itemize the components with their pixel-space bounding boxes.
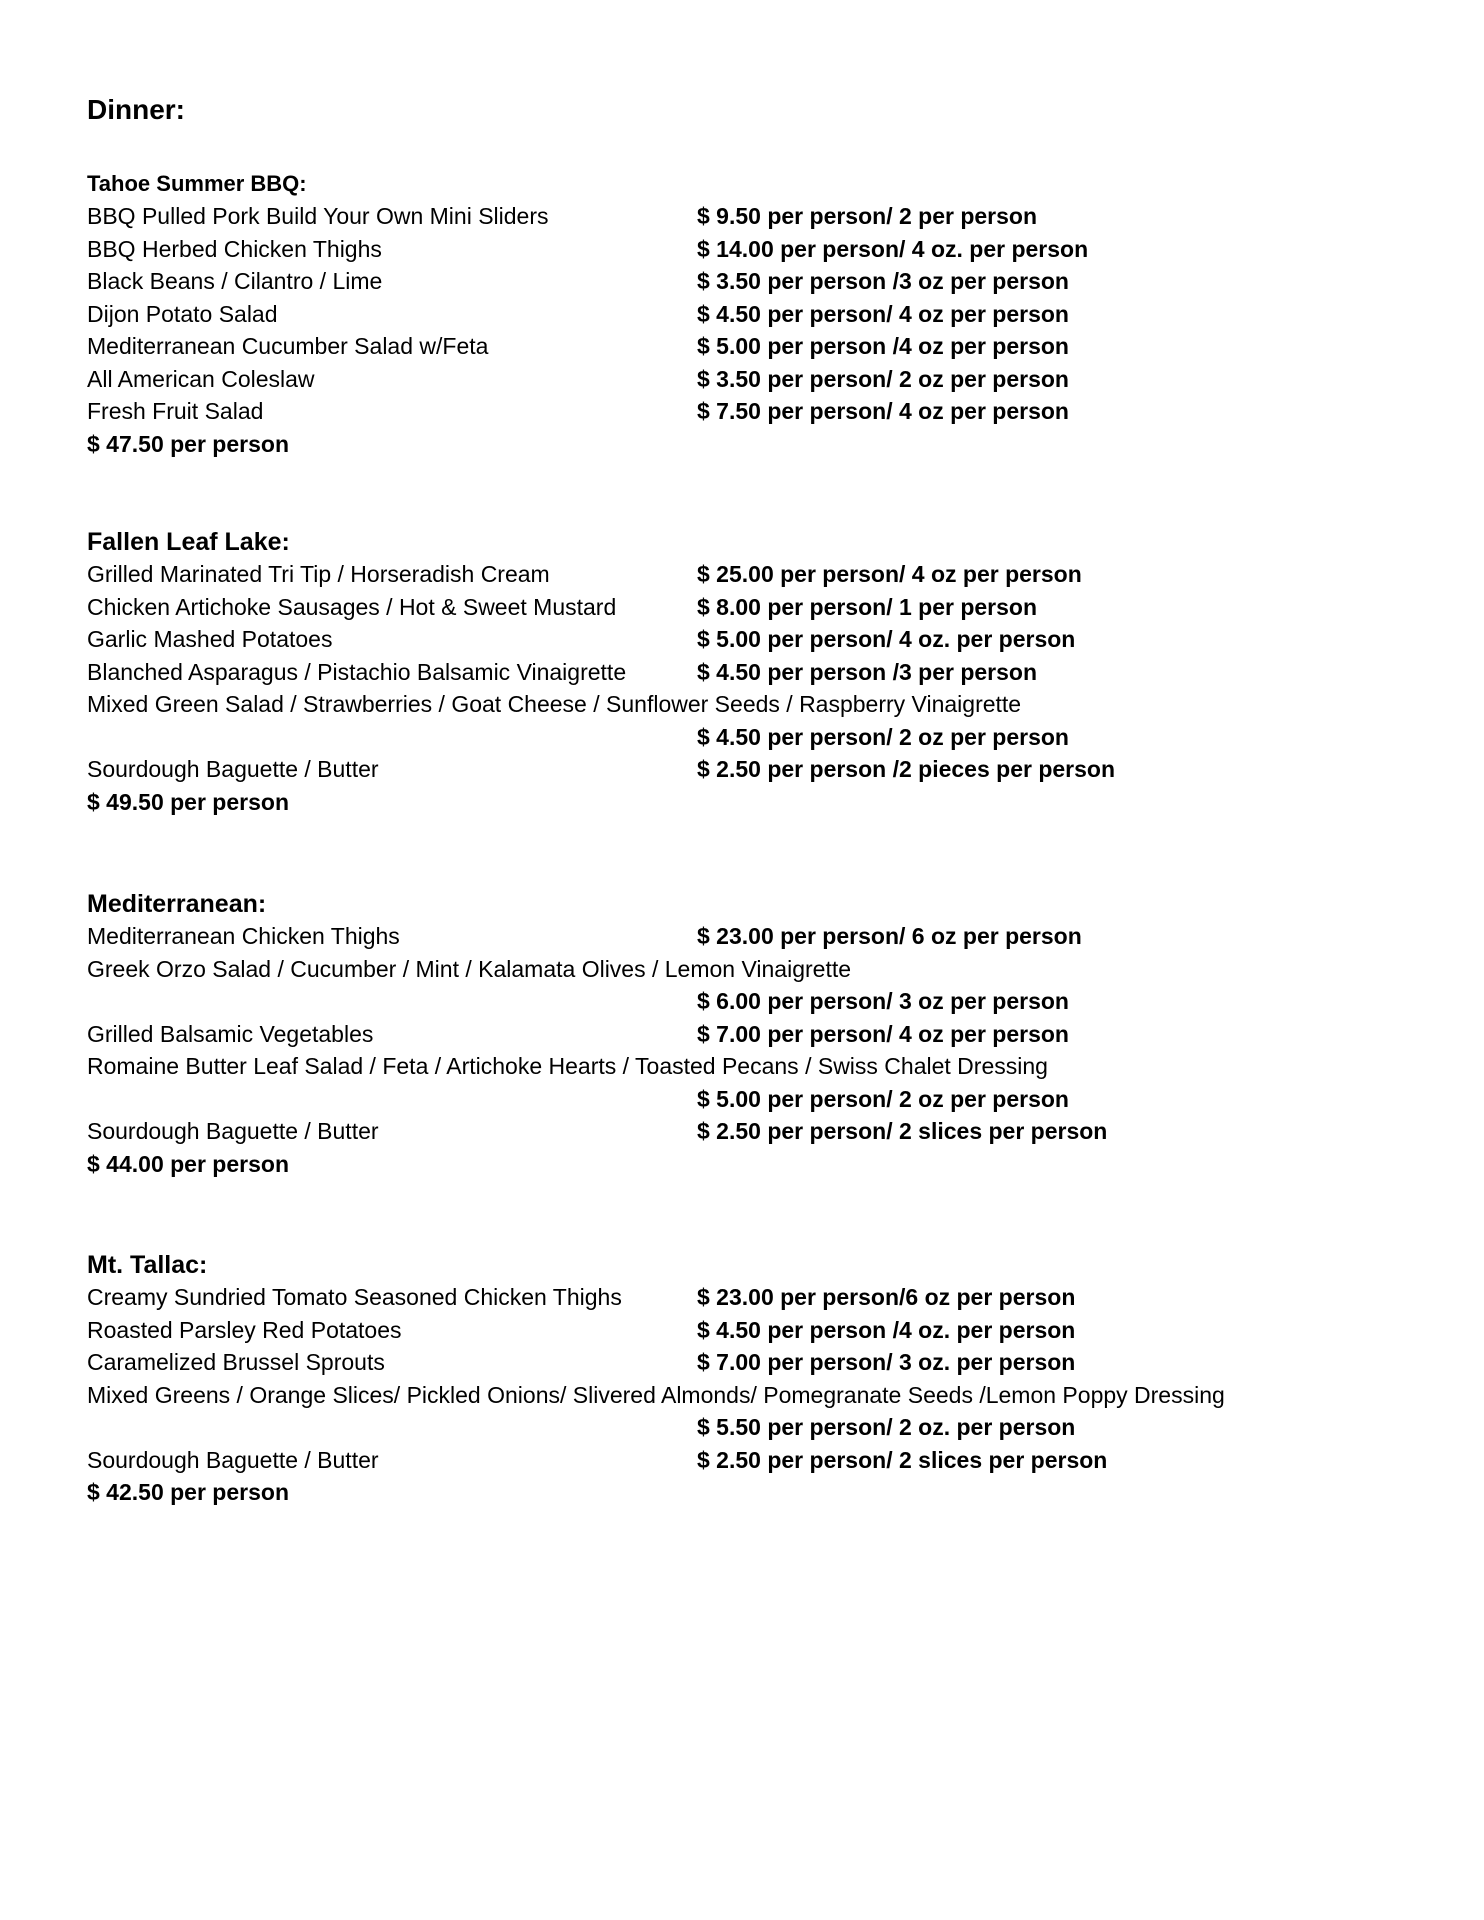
menu-item [87, 395, 1407, 428]
item-price: $ 9.50 per person/ 2 per person [697, 203, 1038, 229]
item-price: $ 5.00 per person/ 4 oz. per person [697, 626, 1076, 652]
item-name: Greek Orzo Salad / Cucumber / Mint / Kalamata Olives / Lemon Vinaigrette [87, 955, 852, 982]
menu-item [87, 1281, 1407, 1314]
item-name: Romaine Butter Leaf Salad / Feta / Artichoke Hearts / Toasted Pecans / Swiss Chalet Dressing [87, 1053, 1048, 1079]
menu-item [87, 1314, 1407, 1347]
item-name: All American Coleslaw [87, 365, 315, 392]
item-price: $ 6.00 per person/ 3 oz per person [697, 988, 1069, 1014]
item-name: Garlic Mashed Potatoes [87, 626, 333, 652]
menu-item [87, 688, 1407, 753]
item-name: Dijon Potato Salad [87, 300, 278, 327]
section-title: Tahoe Summer BBQ: [87, 171, 307, 196]
item-name: Creamy Sundried Tomato Seasoned Chicken Thighs [87, 1284, 622, 1310]
menu-item [87, 298, 1407, 331]
item-price: $ 5.00 per person/ 2 oz per person [697, 1085, 1069, 1112]
menu-total: $ 47.50 per person [87, 430, 289, 457]
menu-item [87, 330, 1407, 363]
item-name: Sourdough Baguette / Butter [87, 1118, 379, 1144]
item-price: $ 5.00 per person /4 oz per person [697, 333, 1069, 359]
menu-item [87, 623, 1407, 656]
menu-section-tahoe-summer-bbq [87, 168, 1407, 460]
item-price: $ 4.50 per person /4 oz. per person [697, 1316, 1076, 1343]
menu-item [87, 1379, 1407, 1444]
section-title: Mt. Tallac: [87, 1251, 208, 1279]
item-name: Grilled Balsamic Vegetables [87, 1020, 374, 1047]
item-price: $ 8.00 per person/ 1 per person [697, 593, 1038, 620]
menu-item [87, 558, 1407, 591]
item-name: Fresh Fruit Salad [87, 398, 264, 424]
item-price: $ 7.00 per person/ 3 oz. per person [697, 1349, 1076, 1375]
menu-item [87, 233, 1407, 266]
menu-item [87, 656, 1407, 689]
item-name: Mediterranean Cucumber Salad w/Feta [87, 333, 489, 359]
item-price: $ 4.50 per person/ 2 oz per person [697, 723, 1069, 750]
item-price: $ 23.00 per person/ 6 oz per person [697, 923, 1082, 949]
menu-item [87, 1115, 1407, 1148]
menu-item [87, 953, 1407, 1018]
item-price: $ 2.50 per person/ 2 slices per person [697, 1446, 1108, 1473]
page-title: Dinner: [87, 94, 185, 125]
item-name: Sourdough Baguette / Butter [87, 756, 379, 782]
item-name: Black Beans / Cilantro / Lime [87, 268, 383, 294]
menu-section-fallen-leaf-lake [87, 526, 1407, 818]
menu-item [87, 920, 1407, 953]
item-name: Blanched Asparagus / Pistachio Balsamic Vinaigrette [87, 658, 627, 685]
item-price: $ 2.50 per person/ 2 slices per person [697, 1118, 1108, 1144]
item-price: $ 4.50 per person/ 4 oz per person [697, 300, 1069, 327]
item-price: $ 3.50 per person /3 oz per person [697, 268, 1069, 294]
item-name: BBQ Pulled Pork Build Your Own Mini Sliders [87, 203, 549, 229]
section-title: Mediterranean: [87, 890, 267, 918]
menu-item [87, 753, 1407, 786]
item-price: $ 5.50 per person/ 2 oz. per person [697, 1414, 1076, 1440]
item-price: $ 2.50 per person /2 pieces per person [697, 756, 1116, 782]
menu-total: $ 44.00 per person [87, 1150, 289, 1177]
menu-item [87, 1018, 1407, 1051]
item-price: $ 4.50 per person /3 per person [697, 658, 1038, 685]
menu-item [87, 1444, 1407, 1477]
item-price: $ 7.00 per person/ 4 oz per person [697, 1020, 1069, 1047]
menu-item [87, 1346, 1407, 1379]
item-price: $ 7.50 per person/ 4 oz per person [697, 398, 1069, 424]
menu-item [87, 265, 1407, 298]
menu-total: $ 49.50 per person [87, 788, 289, 815]
item-name: Sourdough Baguette / Butter [87, 1446, 379, 1473]
menu-item [87, 363, 1407, 396]
item-name: Chicken Artichoke Sausages / Hot & Sweet Mustard [87, 593, 617, 620]
item-name: Mediterranean Chicken Thighs [87, 923, 400, 949]
section-title: Fallen Leaf Lake: [87, 528, 290, 556]
item-name: Mixed Greens / Orange Slices/ Pickled Onions/ Slivered Almonds/ Pomegranate Seeds /Lemon Poppy Dressing [87, 1381, 1225, 1408]
item-name: BBQ Herbed Chicken Thighs [87, 235, 382, 262]
menu-item [87, 1050, 1407, 1115]
menu-item [87, 200, 1407, 233]
item-name: Roasted Parsley Red Potatoes [87, 1316, 402, 1343]
item-name: Grilled Marinated Tri Tip / Horseradish Cream [87, 561, 550, 587]
item-name: Caramelized Brussel Sprouts [87, 1349, 385, 1375]
item-name: Mixed Green Salad / Strawberries / Goat Cheese / Sunflower Seeds / Raspberry Vinaigrette [87, 691, 1022, 717]
menu-item [87, 591, 1407, 624]
item-price: $ 14.00 per person/ 4 oz. per person [697, 235, 1089, 262]
menu-section-mt-tallac [87, 1249, 1407, 1509]
menu-total: $ 42.50 per person [87, 1479, 289, 1505]
item-price: $ 3.50 per person/ 2 oz per person [697, 365, 1069, 392]
item-price: $ 23.00 per person/6 oz per person [697, 1284, 1076, 1310]
menu-section-mediterranean [87, 888, 1407, 1180]
item-price: $ 25.00 per person/ 4 oz per person [697, 561, 1082, 587]
